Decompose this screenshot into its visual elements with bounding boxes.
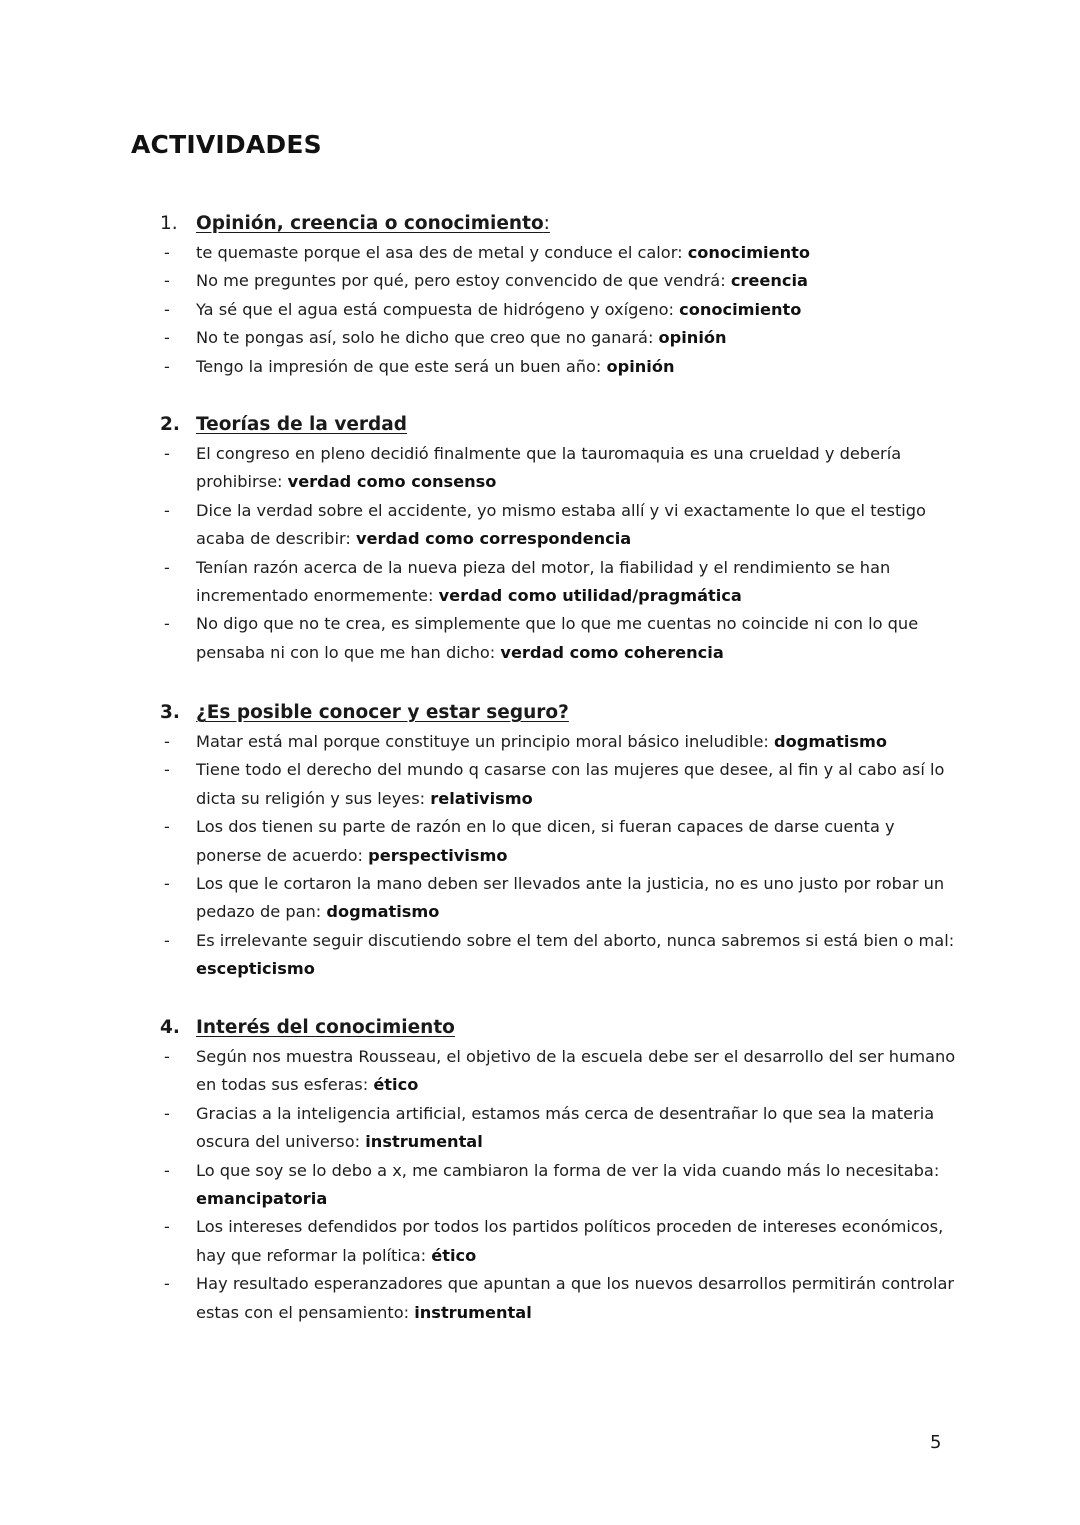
dash-bullet: - [164,557,170,577]
item-list [160,440,960,667]
item-list [160,728,960,984]
dash-bullet: - [164,1160,170,1180]
list-item [160,296,960,324]
item-answer: conocimiento [687,243,810,262]
item-text: Los intereses defendidos por todos los partidos políticos proceden de intereses económicos, hay que reformar la política: [196,1217,944,1265]
section-title-suffix: : [543,213,550,234]
section-title-text: Opinión, creencia o conocimiento [196,213,544,234]
dash-bullet: - [164,760,170,780]
dash-bullet: - [164,930,170,950]
item-answer: ético [373,1075,419,1095]
dash-bullet: - [164,500,170,520]
list-item [160,1100,960,1157]
item-text: Matar está mal porque constituye un principio moral básico ineludible: [196,732,775,751]
dash-bullet: - [164,1047,170,1066]
section-number: 3. [160,702,180,723]
page-title: ACTIVIDADES [131,130,322,159]
item-text: Tiene todo el derecho del mundo q casarse con las mujeres que desee, al fin y al cabo así lo dicta su religión y sus leyes: [196,760,945,808]
list-item [160,813,960,870]
section-heading [160,410,960,440]
item-text: Los dos tienen su parte de razón en lo que dicen, si fueran capaces de darse cuenta y ponerse de acuerdo: [196,817,895,865]
item-text: Gracias a la inteligencia artificial, estamos más cerca de desentrañar lo que sea la materia oscura del universo: [196,1103,935,1152]
list-item [160,239,960,267]
section-title [196,209,550,239]
item-text: Dice la verdad sobre el accidente, yo mismo estaba allí y vi exactamente lo que el testigo acaba de describir: [196,500,926,549]
section-opinion-creencia-conocimiento [160,209,960,381]
dash-bullet: - [164,271,170,291]
list-item [160,1270,960,1327]
section-number: 1. [160,213,178,234]
item-answer: conocimiento [679,299,802,319]
list-item [160,1157,960,1214]
dash-bullet: - [164,243,170,262]
dash-bullet: - [164,444,170,463]
list-item [160,756,960,813]
item-answer: opinión [606,356,675,376]
dash-bullet: - [164,732,170,751]
item-text: No digo que no te crea, es simplemente que lo que me cuentas no coincide ni con lo que pensaba ni con lo que me han dicho: [196,614,919,662]
section-title: Interés del conocimiento [196,1017,455,1038]
dash-bullet: - [164,1217,170,1237]
list-item [160,1043,960,1100]
section-number: 2. [160,414,180,435]
item-text: Es irrelevante seguir discutiendo sobre el tem del aborto, nunca sabremos si está bien o mal: [196,930,955,950]
list-item [160,440,960,497]
dash-bullet: - [164,614,170,634]
item-answer: perspectivismo [368,845,508,865]
dash-bullet: - [164,1103,170,1123]
list-item [160,1213,960,1270]
list-item [160,927,960,984]
item-answer: instrumental [365,1132,483,1152]
item-answer: verdad como consenso [287,472,497,492]
item-text: Según nos muestra Rousseau, el objetivo de la escuela debe ser el desarrollo del ser humano en todas sus esferas: [196,1047,956,1095]
dash-bullet: - [164,817,170,837]
list-item [160,728,960,756]
list-item [160,267,960,295]
dash-bullet: - [164,328,170,348]
item-text: Los que le cortaron la mano deben ser llevados ante la justicia, no es uno justo por robar un pedazo de pan: [196,874,945,922]
list-item [160,554,960,611]
item-list [160,1043,960,1327]
dash-bullet: - [164,1274,170,1294]
item-text: Ya sé que el agua está compuesta de hidrógeno y oxígeno: [196,299,680,319]
section-interes-conocimiento [160,1013,960,1327]
item-answer: verdad como coherencia [500,642,724,662]
section-title: ¿Es posible conocer y estar seguro? [196,702,569,723]
item-answer: dogmatismo [774,732,888,751]
item-text: Hay resultado esperanzadores que apuntan a que los nuevos desarrollos permitirán controlar estas con el pensamiento: [196,1274,955,1322]
list-item [160,610,960,667]
dash-bullet: - [164,356,170,376]
item-text: No te pongas así, solo he dicho que creo que no ganará: [196,328,659,348]
item-answer: verdad como correspondencia [355,529,632,549]
item-text: Lo que soy se lo debo a x, me cambiaron la forma de ver la vida cuando más lo necesitaba: [196,1160,940,1180]
item-text: Tenían razón acerca de la nueva pieza del motor, la fiabilidad y el rendimiento se han incrementado enormemente: [196,557,891,606]
section-heading [160,698,960,728]
item-list [160,239,960,381]
section-title: Teorías de la verdad [196,414,408,435]
dash-bullet: - [164,874,170,894]
list-item [160,870,960,927]
item-answer: relativismo [430,788,533,808]
item-answer: instrumental [414,1302,532,1322]
page-number: 5 [930,1432,942,1453]
section-heading [160,1013,960,1043]
item-text: Tengo la impresión de que este será un buen año: [196,356,607,376]
list-item [160,497,960,554]
section-number: 4. [160,1017,180,1038]
item-text: El congreso en pleno decidió finalmente que la tauromaquia es una crueldad y debería prohibirse: [196,444,902,492]
section-heading [160,209,960,239]
item-answer: creencia [730,271,808,291]
item-text: No me preguntes por qué, pero estoy convencido de que vendrá: [196,271,731,291]
item-answer: opinión [658,328,727,348]
list-item [160,353,960,381]
list-item [160,324,960,352]
item-answer: ético [431,1245,477,1265]
item-text: te quemaste porque el asa des de metal y conduce el calor: [196,243,688,262]
dash-bullet: - [164,299,170,319]
item-answer: verdad como utilidad/pragmática [438,586,742,606]
section-teorias-verdad [160,410,960,667]
item-answer: dogmatismo [326,902,440,922]
item-answer: emancipatoria [196,1189,328,1209]
item-answer: escepticismo [196,959,315,979]
section-conocer-seguro [160,698,960,984]
